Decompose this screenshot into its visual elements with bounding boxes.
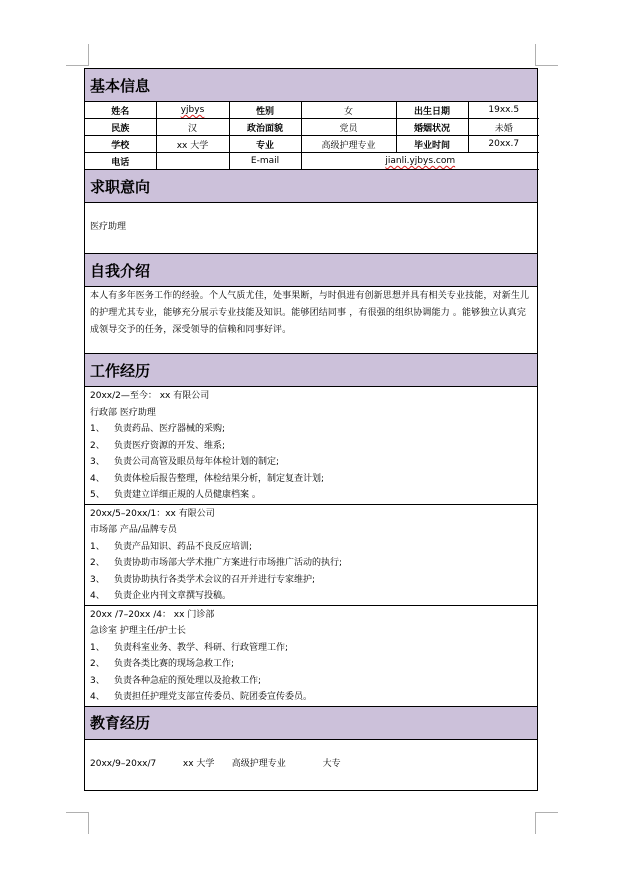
duty-text: 负责建立详细正規的人员健康档案 。 [114,490,261,500]
duty-text: 负责医疗资源的开发、维系; [114,440,226,451]
section-title: 基本信息 [90,76,151,95]
duty-text: 负责体检后报告整理，体检结果分析，制定复查计划; [114,473,325,484]
job-duty [90,689,537,706]
info-label-text: 毕业时间 [413,140,450,151]
job-duty [90,487,537,504]
info-value-text: 20xx.7 [488,139,520,149]
info-value [156,153,229,170]
info-value-text: 高级护理专业 [321,140,376,151]
duty-text: 负责各种急症的预处理以及抢救工作; [114,675,262,686]
section-title: 求职意向 [90,177,151,196]
info-label [85,136,156,153]
job-department: 急诊室 护理主任/护士长 [90,626,186,636]
education-major: 高级护理专业 [231,758,286,769]
info-label-text: 出生日期 [413,106,450,117]
info-value-text: jianli.yjbys.com [385,156,456,166]
job-duty [90,438,537,455]
info-value [156,136,229,153]
duty-number: 3、 [90,574,105,585]
info-value [229,153,301,170]
info-value [468,119,539,136]
info-value-text: 党员 [339,123,358,134]
education-entry [85,740,537,790]
crop-mark [535,812,536,834]
info-label [229,119,301,136]
education-school: xx 大学 [182,758,215,769]
duty-number: 2、 [90,659,105,669]
info-label-text: 性别 [255,106,274,117]
job-duty [90,539,537,556]
info-label [85,119,156,136]
duty-number: 2、 [90,558,105,568]
section-header-work-experience [85,354,537,387]
job-duty [90,588,537,605]
info-value-text: 汉 [187,123,197,134]
section-header-basic-info [85,69,537,102]
crop-mark [88,44,89,66]
duty-number: 3、 [90,457,105,467]
section-title: 教育经历 [90,714,151,732]
section-title: 自我介绍 [90,261,151,280]
objective-value: 医疗助理 [90,222,127,232]
job-period: 20xx/5–20xx/1：xx 有限公司 [90,508,215,519]
job-duty [90,673,537,690]
info-value [301,102,396,119]
crop-mark [66,65,88,66]
duty-text: 负责协助市场部大学术推广方案进行市场推广活动的执行; [114,558,343,568]
info-value-text: 19xx.5 [488,105,520,115]
work-experience-list [85,387,537,707]
duty-text: 负责药品、医疗器械的采购; [114,424,226,434]
duty-number: 1、 [90,541,105,552]
crop-mark [536,65,558,66]
info-value [468,136,539,153]
job-duty [90,656,537,673]
duty-number: 1、 [90,424,105,434]
info-row [85,119,539,136]
education-period: 20xx/9–20xx/7 [90,758,157,769]
info-label [396,119,468,136]
info-row [85,153,539,170]
info-row [85,102,539,119]
info-label-text: 电话 [111,157,130,168]
info-label-text: 学校 [111,140,130,151]
section-header-self-intro [85,254,537,287]
info-label-text: 婚姻状况 [413,123,450,134]
duty-number: 3、 [90,675,105,686]
crop-mark [535,44,536,66]
duty-text: 负责协助执行各类学术会议的召开并进行专家维护; [114,574,316,585]
duty-text: 负责产品知识、药品不良反应培训; [114,541,253,552]
crop-mark [66,812,88,813]
info-label [85,153,156,170]
job-department: 市场部 产品/品牌专员 [90,525,177,535]
info-label [229,102,301,119]
info-value-text: yjbys [180,105,205,115]
job-entry [85,505,537,606]
info-value-text: 未婚 [494,123,513,134]
duty-text: 负责担任护理党支部宣传委员、院团委宣传委员。 [114,692,313,702]
info-value-text: xx 大学 [176,140,209,151]
info-label [229,136,301,153]
duty-number: 4、 [90,692,105,702]
duty-text: 负责科室业务、教学、科研、行政管理工作; [114,642,289,653]
resume-document [84,68,538,791]
job-duty [90,421,537,438]
job-period: 20xx/2—至今： xx 有限公司 [90,391,210,401]
basic-info-table [85,102,539,170]
info-value [468,102,539,119]
job-department: 行政部 医疗助理 [90,407,156,418]
info-label [396,136,468,153]
job-duty [90,471,537,488]
info-value [301,136,396,153]
duty-number: 4、 [90,473,105,484]
job-entry [85,606,537,706]
section-header-objective [85,170,537,203]
info-label-text: 政治面貌 [246,123,283,134]
self-intro-text: 本人有多年医务工作的经验。个人气质尤佳，处事果断，与时俱进有创新思想并具有相关专业技能，对新生儿的护理尤其专业，能够充分展示专业技能及知识。能够团结同事 ，有很强的组织协调能力 。能够独立认真完成领导交予的任务，深受领导的信赖和同事好评。 [85,287,537,354]
job-duty [90,572,537,589]
job-duty [90,640,537,657]
info-label-text: 姓名 [111,106,130,117]
section-title: 工作经历 [90,361,151,380]
crop-mark [536,812,558,813]
info-label-text: 民族 [111,123,130,134]
info-value [301,119,396,136]
info-value [301,153,539,170]
info-value-text: E-mail [250,156,280,166]
duty-number: 2、 [90,440,105,451]
duty-text: 负责各类比赛的现场急救工作; [114,659,235,669]
info-label-text: 专业 [255,140,274,151]
education-degree: 大专 [322,758,341,769]
job-period: 20xx /7–20xx /4： xx 门诊部 [90,609,215,620]
crop-mark [88,812,89,834]
section-header-education [85,707,537,740]
duty-number: 1、 [90,642,105,653]
info-value-text: 女 [343,106,353,117]
duty-text: 负责企业内刊文章撰写投稿。 [114,591,232,601]
info-label [396,102,468,119]
job-entry [85,387,537,505]
job-duty [90,555,537,572]
duty-text: 负责公司高管及眼员每年体检计划的制定; [114,457,280,467]
duty-number: 5、 [90,490,105,500]
duty-number: 4、 [90,591,105,601]
info-label [85,102,156,119]
info-row [85,136,539,153]
job-duty [90,454,537,471]
info-value [156,102,229,119]
objective-text [85,203,537,254]
info-value [156,119,229,136]
